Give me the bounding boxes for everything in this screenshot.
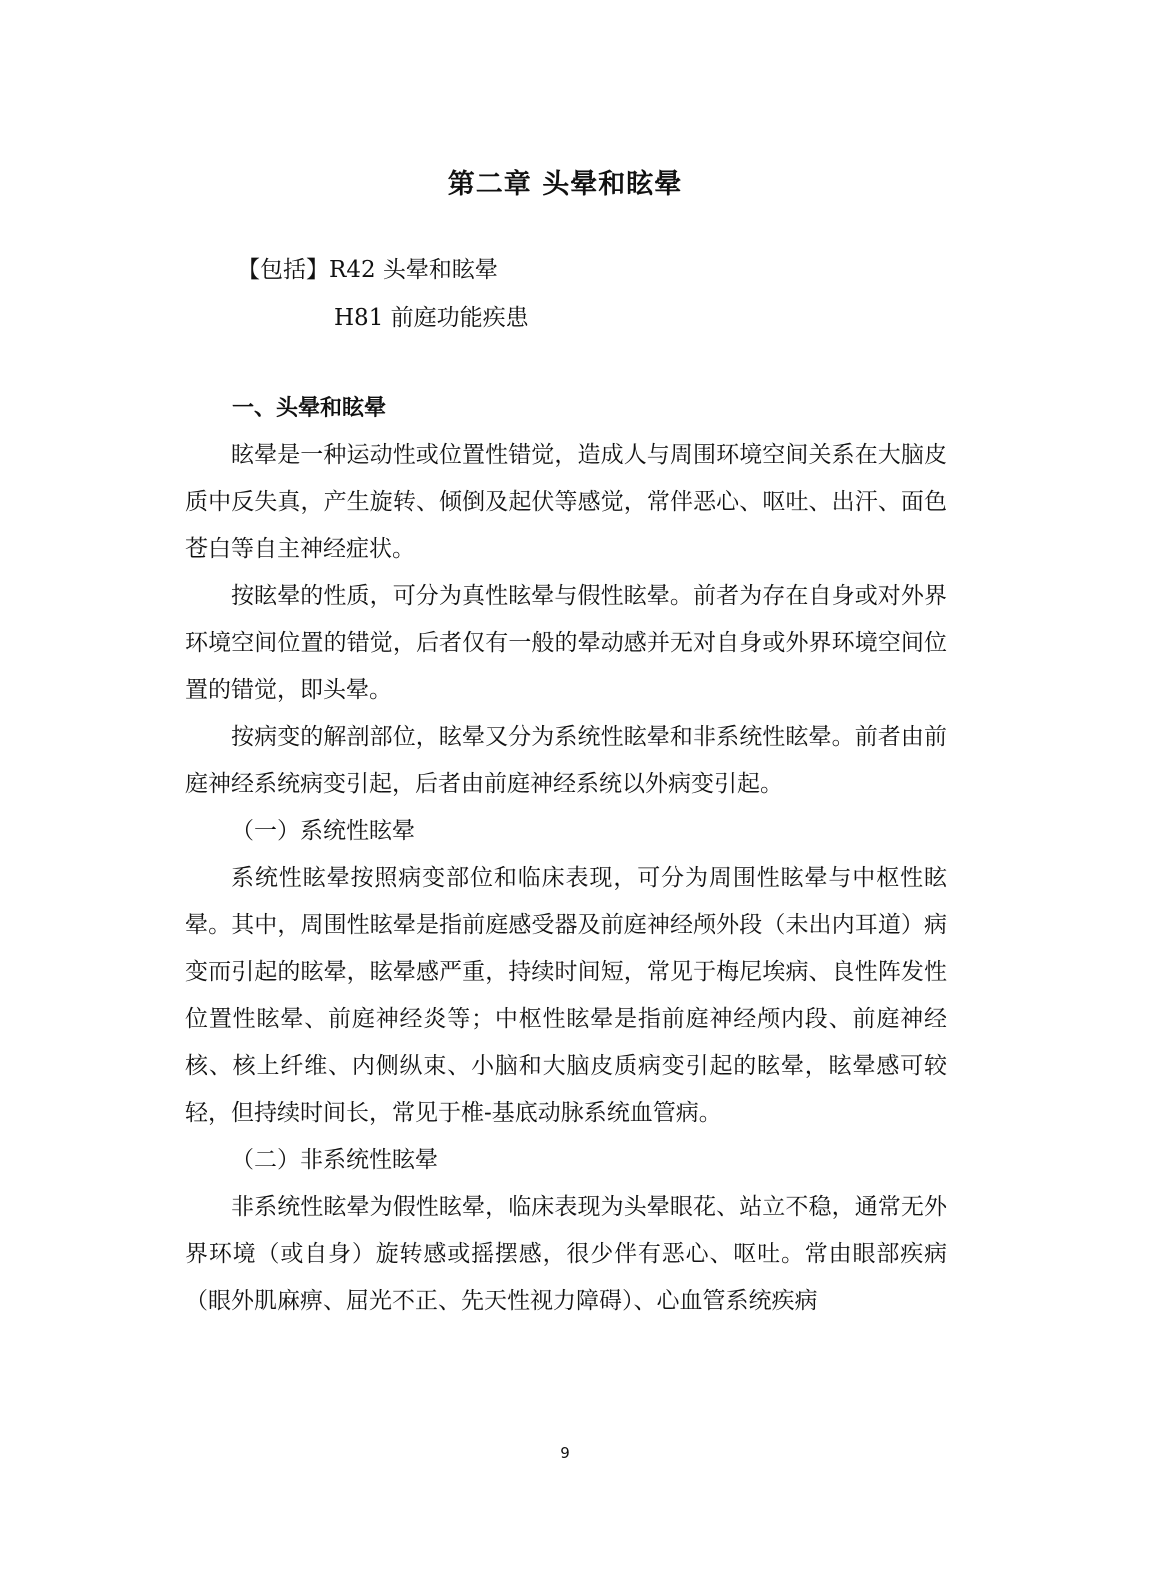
includes-item: R42 头晕和眩晕 — [329, 257, 498, 283]
includes-block — [237, 246, 529, 342]
subsection-heading: （二）非系统性眩晕 — [231, 1147, 438, 1173]
includes-row-1 — [237, 246, 529, 294]
paragraph: 非系统性眩晕为假性眩晕，临床表现为头晕眼花、站立不稳，通常无外界环境（或自身）旋转感或摇摆感，很少伴有恶心、呕吐。常由眼部疾病（眼外肌麻痹、屈光不正、先天性视力障碍）、心血管系统疾病 — [185, 1194, 947, 1314]
section-heading: 一、头晕和眩晕 — [232, 396, 387, 421]
page-number: 9 — [560, 1444, 570, 1462]
includes-item: H81 前庭功能疾患 — [334, 305, 529, 331]
includes-row-2 — [237, 294, 529, 342]
body-text — [185, 432, 947, 1325]
includes-label: 【包括】 — [237, 257, 329, 283]
paragraph: 按眩晕的性质，可分为真性眩晕与假性眩晕。前者为存在自身或对外界环境空间位置的错觉，后者仅有一般的晕动感并无对自身或外界环境空间位置的错觉，即头晕。 — [185, 583, 947, 703]
chapter-title: 第二章 头晕和眩晕 — [447, 169, 683, 200]
paragraph: 系统性眩晕按照病变部位和临床表现，可分为周围性眩晕与中枢性眩晕。其中，周围性眩晕是指前庭感受器及前庭神经颅外段（未出内耳道）病变而引起的眩晕，眩晕感严重，持续时间短，常见于梅尼埃病、良性阵发性位置性眩晕、前庭神经炎等；中枢性眩晕是指前庭神经颅内段、前庭神经核、核上纤维、内侧纵束、小脑和大脑皮质病变引起的眩晕，眩晕感可较轻，但持续时间长，常见于椎-基底动脉系统血管病。 — [185, 865, 947, 1126]
paragraph: 按病变的解剖部位，眩晕又分为系统性眩晕和非系统性眩晕。前者由前庭神经系统病变引起，后者由前庭神经系统以外病变引起。 — [185, 724, 947, 797]
paragraph: 眩晕是一种运动性或位置性错觉，造成人与周围环境空间关系在大脑皮质中反失真，产生旋转、倾倒及起伏等感觉，常伴恶心、呕吐、出汗、面色苍白等自主神经症状。 — [185, 442, 947, 562]
subsection-heading: （一）系统性眩晕 — [231, 818, 415, 844]
